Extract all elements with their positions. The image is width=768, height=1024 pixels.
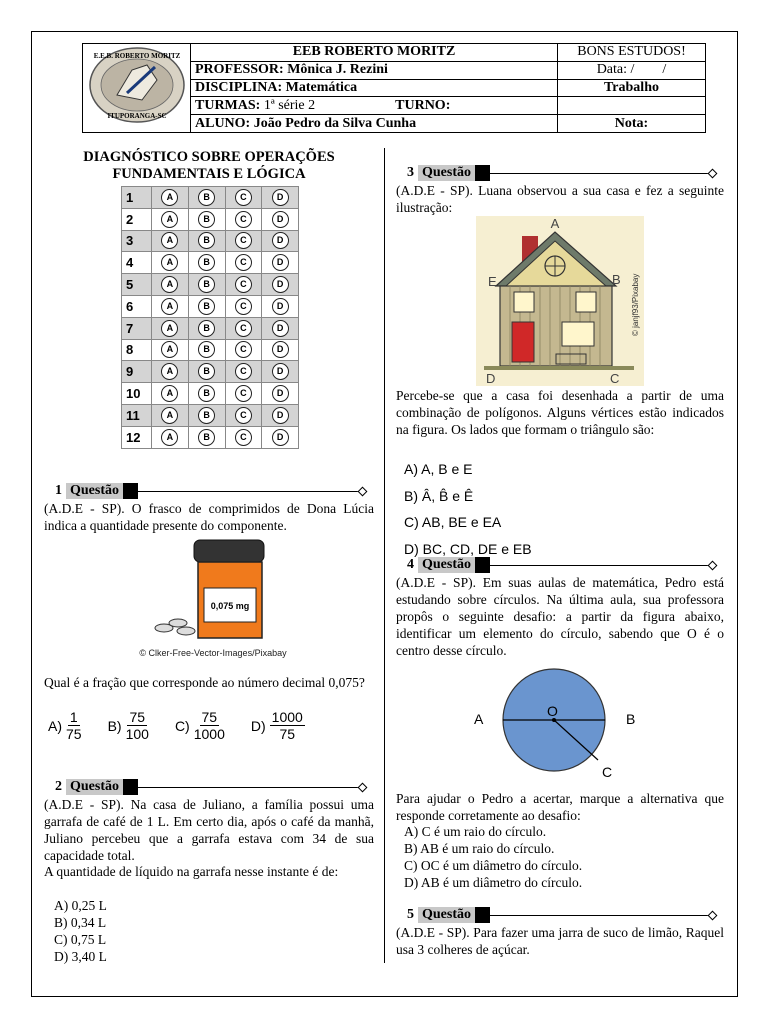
answer-row-number: 8 — [122, 339, 152, 361]
answer-row — [122, 274, 299, 296]
answer-row — [122, 383, 299, 405]
answer-bubble[interactable]: A — [161, 385, 178, 402]
answer-row-number: 7 — [122, 317, 152, 339]
answer-bubble[interactable]: B — [198, 341, 215, 358]
answer-bubble[interactable]: D — [272, 189, 289, 206]
answer-row-number: 9 — [122, 361, 152, 383]
answer-row-number: 11 — [122, 404, 152, 426]
q4-option[interactable]: D) AB é um diâmetro do círculo. — [404, 875, 583, 890]
circle-figure — [470, 666, 650, 782]
q4-option[interactable]: C) OC é um diâmetro do círculo. — [404, 858, 583, 873]
answer-bubble[interactable]: B — [198, 211, 215, 228]
q2-option[interactable]: B) 0,34 L — [54, 915, 107, 930]
answer-bubble[interactable]: A — [161, 298, 178, 315]
answer-row — [122, 295, 299, 317]
answer-row-number: 2 — [122, 208, 152, 230]
answer-bubble[interactable]: D — [272, 232, 289, 249]
q4-header: 4 Questão — [396, 557, 716, 573]
q3-option[interactable]: A) A, B e E — [404, 461, 473, 477]
svg-text:E: E — [488, 274, 497, 289]
fraction: $\frac{1}{75}$ — [66, 709, 82, 742]
answer-bubble[interactable]: A — [161, 407, 178, 424]
answer-bubble[interactable]: A — [161, 276, 178, 293]
q4-options — [396, 823, 724, 891]
school-logo — [83, 44, 191, 133]
answer-bubble[interactable]: C — [235, 276, 252, 293]
q1-option[interactable]: C) $\frac{75}{1000}$ — [174, 709, 225, 742]
answer-bubble[interactable]: B — [198, 429, 215, 446]
q3-question: Percebe-se que a casa foi desenhada a partir de uma combinação de polígonos. Alguns vértices estão indicados na figura. Os lados que formam o triângulo são: — [396, 388, 724, 437]
data-field: Data: / / — [558, 61, 706, 79]
q1-option[interactable]: B) $\frac{75}{100}$ — [107, 709, 149, 742]
turmas-row: TURMAS: 1ª série 2 TURNO: — [191, 97, 558, 115]
answer-bubble[interactable]: D — [272, 320, 289, 337]
q1-options — [48, 709, 378, 742]
answer-bubble[interactable]: C — [235, 211, 252, 228]
nota-field: Nota: — [558, 115, 706, 133]
answer-bubble[interactable]: A — [161, 363, 178, 380]
answer-row-number: 3 — [122, 230, 152, 252]
answer-row-number: 10 — [122, 383, 152, 405]
answer-bubble[interactable]: B — [198, 276, 215, 293]
q1-option[interactable]: A) $\frac{1}{75}$ — [48, 709, 82, 742]
svg-text:A: A — [474, 711, 484, 727]
answer-row — [122, 426, 299, 448]
answer-bubble[interactable]: B — [198, 320, 215, 337]
svg-text:B: B — [626, 711, 636, 727]
answer-bubble[interactable]: C — [235, 407, 252, 424]
answer-row — [122, 187, 299, 209]
answer-bubble[interactable]: A — [161, 429, 178, 446]
answer-bubble[interactable]: B — [198, 232, 215, 249]
fraction: $\frac{75}{100}$ — [125, 709, 149, 742]
answer-bubble[interactable]: D — [272, 429, 289, 446]
answer-bubble[interactable]: D — [272, 341, 289, 358]
answer-bubble[interactable]: C — [235, 254, 252, 271]
svg-text:C: C — [610, 371, 620, 386]
q2-header: 2 Questão — [44, 779, 366, 795]
q1-header: 1 Questão — [44, 483, 366, 499]
header-table — [82, 43, 706, 133]
q3-option[interactable]: D) BC, CD, DE e EB — [404, 540, 532, 557]
q1-credit: © Clker-Free-Vector-Images/Pixabay — [139, 648, 287, 658]
professor-row: PROFESSOR: Mônica J. Rezini — [191, 61, 558, 79]
q4-question: Para ajudar o Pedro a acertar, marque a alternativa que responde corretamente ao desafio: — [396, 791, 724, 823]
svg-text:C: C — [602, 764, 613, 780]
answer-bubble[interactable]: D — [272, 385, 289, 402]
answer-bubble[interactable]: A — [161, 189, 178, 206]
answer-bubble[interactable]: B — [198, 254, 215, 271]
answer-bubble[interactable]: D — [272, 254, 289, 271]
answer-bubble[interactable]: A — [161, 254, 178, 271]
jar-label: 0,075 mg — [210, 601, 250, 611]
answer-grid — [121, 186, 299, 449]
answer-bubble[interactable]: B — [198, 385, 215, 402]
answer-bubble[interactable]: D — [272, 407, 289, 424]
answer-row-number: 4 — [122, 252, 152, 274]
q1-text: (A.D.E - SP). O frasco de comprimidos de Dona Lúcia indica a quantidade presente do componente. — [44, 501, 374, 533]
answer-row-number: 12 — [122, 426, 152, 448]
q3-options — [404, 456, 724, 562]
aluno-row: ALUNO: João Pedro da Silva Cunha — [191, 115, 558, 133]
answer-row — [122, 208, 299, 230]
answer-bubble[interactable]: A — [161, 320, 178, 337]
answer-bubble[interactable]: B — [198, 407, 215, 424]
answer-bubble[interactable]: B — [198, 363, 215, 380]
q1-option[interactable]: D) $\frac{1000}{75}$ — [250, 709, 303, 742]
answer-bubble[interactable]: A — [161, 211, 178, 228]
q2-option[interactable]: D) 3,40 L — [54, 949, 107, 964]
answer-bubble[interactable]: B — [198, 298, 215, 315]
q2-option[interactable]: C) 0,75 L — [54, 932, 107, 947]
answer-row — [122, 339, 299, 361]
svg-text:A: A — [550, 216, 560, 231]
q4-text: (A.D.E - SP). Em suas aulas de matemática, Pedro está estudando sobre círculos. Na última aula, sua professora propôs o seguinte desafio: a partir da figura abaixo, identificar um elemento do círculo, sabendo que O é o centro desse círculo. — [396, 575, 724, 658]
answer-row — [122, 230, 299, 252]
answer-bubble[interactable]: C — [235, 341, 252, 358]
q3-option[interactable]: C) AB, BE e EA — [404, 514, 502, 530]
answer-row-number: 5 — [122, 274, 152, 296]
pill-jar-illustration — [138, 536, 288, 658]
logo-text-bottom: ITUPORANGA-SC — [106, 112, 167, 121]
school-name: EEB ROBERTO MORITZ — [191, 44, 558, 62]
answer-bubble[interactable]: C — [235, 320, 252, 337]
answer-bubble[interactable]: C — [235, 298, 252, 315]
house-illustration — [476, 216, 644, 386]
svg-text:O: O — [547, 703, 558, 719]
q2-option[interactable]: A) 0,25 L — [54, 898, 107, 913]
answer-row — [122, 252, 299, 274]
q2-text: (A.D.E - SP). Na casa de Juliano, a família possui uma garrafa de café de 1 L. Em certo dia, após o café da manhã, Juliano percebeu que a garrafa estava com 34 de sua capacidade total. — [44, 797, 374, 863]
discipline-row: DISCIPLINA: Matemática — [191, 79, 558, 97]
answer-row — [122, 361, 299, 383]
logo-text-top: E.E.B. ROBERTO MORITZ — [93, 52, 180, 61]
answer-bubble[interactable]: A — [161, 341, 178, 358]
column-divider — [384, 148, 385, 963]
q4-option[interactable]: A) C é um raio do círculo. — [404, 824, 547, 839]
trabalho-label: Trabalho — [558, 79, 706, 97]
q3-credit: © janjf93/Pixabay — [631, 273, 640, 336]
answer-bubble[interactable]: C — [235, 363, 252, 380]
q4-option[interactable]: B) AB é um raio do círculo. — [404, 841, 555, 856]
answer-bubble[interactable]: A — [161, 232, 178, 249]
answer-bubble[interactable]: C — [235, 385, 252, 402]
fraction: $\frac{75}{1000}$ — [193, 709, 225, 742]
svg-text:D: D — [486, 371, 496, 386]
q3-text: (A.D.E - SP). Luana observou a sua casa e fez a seguinte ilustração: — [396, 183, 724, 215]
q5-header: 5 Questão — [396, 907, 716, 923]
answer-row — [122, 404, 299, 426]
answer-bubble[interactable]: C — [235, 429, 252, 446]
answer-bubble[interactable]: C — [235, 189, 252, 206]
answer-bubble[interactable]: D — [272, 363, 289, 380]
q3-header: 3 Questão — [396, 165, 716, 181]
q3-option[interactable]: B) Â, B̂ e Ê — [404, 487, 474, 504]
q5-text: (A.D.E - SP). Para fazer uma jarra de suco de limão, Raquel usa 3 colheres de açúcar. — [396, 925, 724, 957]
answer-bubble[interactable]: D — [272, 276, 289, 293]
bons-estudos: BONS ESTUDOS! — [558, 44, 706, 62]
q1-question: Qual é a fração que corresponde ao número decimal 0,075? — [44, 675, 365, 690]
q2-options — [44, 897, 374, 965]
fraction: $\frac{1000}{75}$ — [271, 709, 303, 742]
answer-bubble[interactable]: D — [272, 298, 289, 315]
answer-row-number: 1 — [122, 187, 152, 209]
answer-row-number: 6 — [122, 295, 152, 317]
diagnostic-title: DIAGNÓSTICO SOBRE OPERAÇÕES FUNDAMENTAIS E LÓGICA — [83, 149, 335, 182]
answer-bubble[interactable]: C — [235, 232, 252, 249]
answer-bubble[interactable]: D — [272, 211, 289, 228]
empty-cell — [558, 97, 706, 115]
answer-row — [122, 317, 299, 339]
svg-text:B: B — [612, 272, 621, 287]
q2-question: A quantidade de líquido na garrafa nesse instante é de: — [44, 864, 339, 879]
answer-bubble[interactable]: B — [198, 189, 215, 206]
